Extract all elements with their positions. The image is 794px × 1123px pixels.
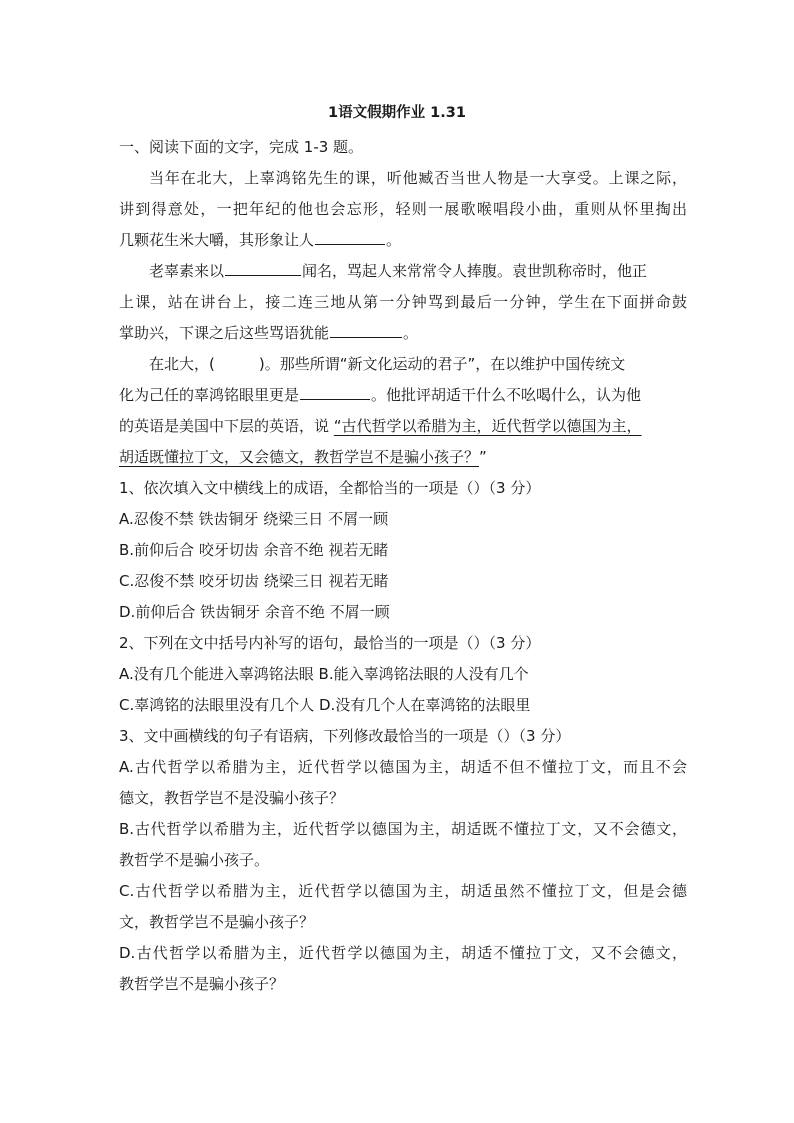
page-title: 1语文假期作业 1.31 (328, 105, 466, 121)
passage-line (119, 256, 687, 287)
passage-line (119, 411, 687, 442)
passage-paragraph-2 (119, 256, 687, 349)
fill-blank-2 (225, 260, 301, 276)
passage-line (119, 349, 687, 380)
underlined-sentence: 胡适既懂拉丁文，又会德文，教哲学岂不是骗小孩子？ (119, 448, 480, 466)
passage-text: 。 (386, 231, 402, 249)
question-option: B.前仰后合 咬牙切齿 余音不绝 视若无睹 (119, 541, 389, 559)
passage-text: 老辜素来以 (149, 262, 225, 280)
passage-line: 上课，站在讲台上，接二连三地从第一分钟骂到最后一分钟，学生在下面拼命鼓 (119, 293, 687, 311)
passage-text: 在北大，( (149, 355, 215, 373)
question-stem: 2、下列在文中括号内补写的语句，最恰当的一项是（）（3 分） (119, 634, 541, 652)
question-option: 教哲学不是骗小孩子。 (119, 851, 270, 869)
question-option: A.古代哲学以希腊为主，近代哲学以德国为主，胡适不但不懂拉丁文，而且不会 (119, 758, 687, 776)
section-heading: 一、阅读下面的文字，完成 1-3 题。 (119, 138, 364, 156)
fill-blank-3 (330, 322, 402, 338)
passage-text: ” (479, 448, 487, 466)
question-option: C.古代哲学以希腊为主，近代哲学以德国为主，胡适虽然不懂拉丁文，但是会德 (119, 882, 687, 900)
question-option: 文，教哲学岂不是骗小孩子？ (119, 913, 315, 931)
passage-text: 闻名，骂起人来常常令人捧腹。袁世凯称帝时，他正 (302, 262, 648, 280)
passage-line (119, 442, 687, 473)
question-stem: 3、文中画横线的句子有语病，下列修改最恰当的一项是（）（3 分） (119, 727, 571, 745)
passage-line (119, 318, 687, 349)
question-option: 教哲学岂不是骗小孩子？ (119, 975, 285, 993)
question-2 (119, 628, 687, 721)
question-option: D.前仰后合 铁齿铜牙 余音不绝 不屑一顾 (119, 603, 390, 621)
passage-text: 。 (403, 324, 419, 342)
passage-line: 讲到得意处，一把年纪的他也会忘形，轻则一展歌喉唱段小曲，重则从怀里掏出 (119, 200, 687, 218)
passage-text: )。那些所谓“新文化运动的君子”，在以维护中国传统文 (258, 355, 626, 373)
passage-line: 当年在北大，上辜鸿铭先生的课，听他臧否当世人物是一大享受。上课之际， (149, 169, 687, 187)
passage-text: 化为己任的辜鸿铭眼里更是 (119, 386, 300, 404)
passage-text: 。他批评胡适干什么不吆喝什么，认为他 (371, 386, 642, 404)
fill-blank-1 (315, 229, 385, 245)
question-option: C.忍俊不禁 咬牙切齿 绕梁三日 视若无睹 (119, 572, 389, 590)
fill-blank-4 (300, 384, 370, 400)
passage-paragraph-3 (119, 349, 687, 473)
question-option: A.没有几个能进入辜鸿铭法眼 B.能入辜鸿铭法眼的人没有几个 (119, 665, 529, 683)
passage-text: 几颗花生米大嚼，其形象让人 (119, 231, 315, 249)
question-option: 德文，教哲学岂不是没骗小孩子？ (119, 789, 345, 807)
question-option: B.古代哲学以希腊为主，近代哲学以德国为主，胡适既不懂拉丁文，又不会德文， (119, 820, 687, 838)
passage-paragraph-1 (119, 163, 687, 256)
document-body (119, 132, 687, 1000)
passage-line (119, 380, 687, 411)
question-1 (119, 473, 687, 628)
question-stem: 1、依次填入文中横线上的成语，全都恰当的一项是（）（3 分） (119, 479, 541, 497)
passage-line (119, 225, 687, 256)
underlined-sentence: “古代哲学以希腊为主，近代哲学以德国为主， (333, 417, 642, 435)
question-3 (119, 721, 687, 1000)
question-option: D.古代哲学以希腊为主，近代哲学以德国为主，胡适不懂拉丁文，又不会德文， (119, 944, 687, 962)
question-option: A.忍俊不禁 铁齿铜牙 绕梁三日 不屑一顾 (119, 510, 389, 528)
passage-text: 的英语是美国中下层的英语，说 (119, 417, 334, 435)
question-option: C.辜鸿铭的法眼里没有几个人 D.没有几个人在辜鸿铭的法眼里 (119, 696, 531, 714)
passage-text: 掌助兴，下课之后这些骂语犹能 (119, 324, 330, 342)
